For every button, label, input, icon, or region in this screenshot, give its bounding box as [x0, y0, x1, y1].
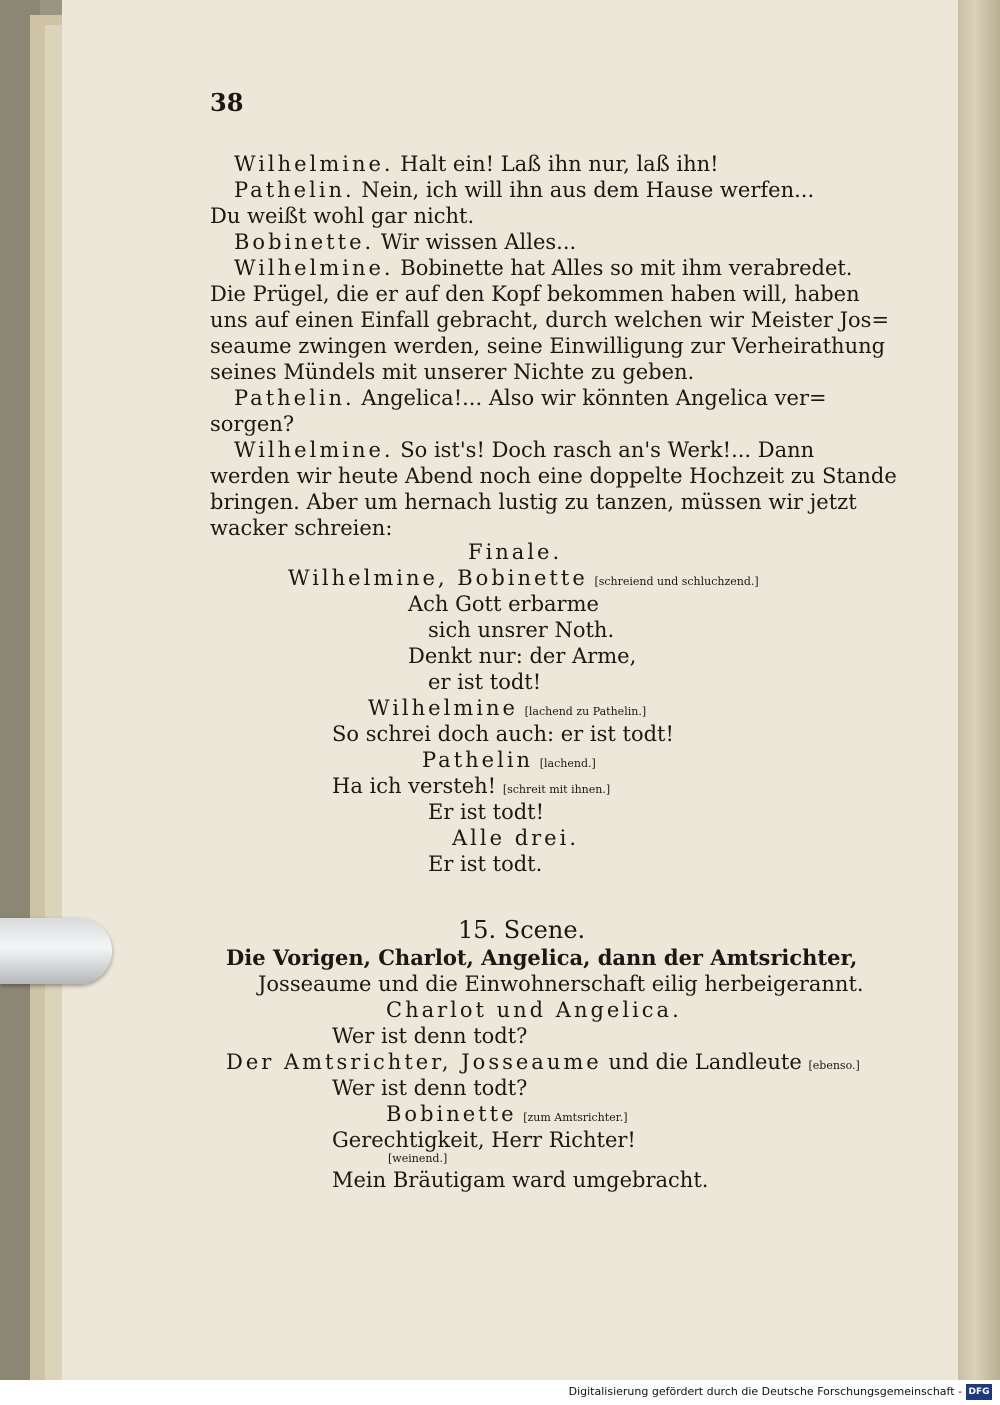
- text-line: wacker schreien:: [210, 516, 393, 540]
- text-line: So schrei doch auch: er ist todt!: [332, 722, 674, 746]
- dfg-logo: DFG: [966, 1384, 992, 1400]
- stage-direction: [ebenso.]: [808, 1059, 860, 1072]
- text-line: Alle drei.: [452, 826, 580, 850]
- text-line: [386, 1102, 628, 1130]
- text-line: Gerechtigkeit, Herr Richter!: [332, 1128, 636, 1152]
- speaker: Pathelin.: [234, 386, 355, 410]
- text-line: Charlot und Angelica.: [386, 998, 682, 1022]
- text-line: [226, 1050, 860, 1078]
- text-line: Wer ist denn todt?: [332, 1076, 528, 1100]
- scene-heading: 15. Scene.: [458, 916, 586, 944]
- stage-direction: [lachend zu Pathelin.]: [524, 705, 647, 718]
- text-line: uns auf einen Einfall gebracht, durch welchen wir Meister Jos=: [210, 308, 890, 332]
- speaker: Der Amtsrichter, Josseaume: [226, 1050, 602, 1074]
- stage-direction: [schreiend und schluchzend.]: [594, 575, 759, 588]
- text-line: [288, 566, 759, 594]
- text-line: sorgen?: [210, 412, 295, 436]
- text-line: [234, 386, 827, 410]
- text-line: [368, 696, 646, 724]
- stage-direction: [weinend.]: [388, 1152, 448, 1165]
- page-number: 38: [210, 88, 244, 117]
- line-text: So ist's! Doch rasch an's Werk!... Dann: [400, 438, 815, 462]
- text-line: Die Vorigen, Charlot, Angelica, dann der Amtsrichter,: [226, 945, 858, 970]
- finale-heading: Finale.: [468, 540, 563, 564]
- stage-direction: [zum Amtsrichter.]: [523, 1111, 628, 1124]
- text-line: Mein Bräutigam ward umgebracht.: [332, 1168, 709, 1192]
- text-line: [234, 256, 852, 280]
- text-line: [234, 152, 719, 176]
- text-line: [234, 230, 576, 254]
- text-line: werden wir heute Abend noch eine doppelte Hochzeit zu Stande: [210, 464, 897, 488]
- speaker: Wilhelmine: [368, 696, 518, 720]
- stage-direction: [schreit mit ihnen.]: [502, 783, 611, 796]
- text-line: [234, 438, 814, 462]
- text-line: Du weißt wohl gar nicht.: [210, 204, 475, 228]
- footer-credit: Digitalisierung gefördert durch die Deutsche Forschungsgemeinschaft -: [568, 1385, 962, 1398]
- speaker: Pathelin: [422, 748, 534, 772]
- speaker: Wilhelmine, Bobinette: [288, 566, 588, 590]
- text-line: [422, 748, 596, 776]
- text-line: [332, 774, 610, 802]
- speaker: Pathelin.: [234, 178, 355, 202]
- speaker: Bobinette: [386, 1102, 517, 1126]
- text-line: bringen. Aber um hernach lustig zu tanzen, müssen wir jetzt: [210, 490, 857, 514]
- speaker: Bobinette.: [234, 230, 375, 254]
- text-line: seaume zwingen werden, seine Einwilligung zur Verheirathung: [210, 334, 886, 358]
- footer-bar: [0, 1380, 1000, 1405]
- line-text: und die Landleute: [608, 1050, 802, 1074]
- speaker: Wilhelmine.: [234, 152, 394, 176]
- text-line: er ist todt!: [428, 670, 542, 694]
- line-text: Bobinette hat Alles so mit ihm verabredet.: [400, 256, 853, 280]
- text-line: Denkt nur: der Arme,: [408, 644, 637, 668]
- line-text: Halt ein! Laß ihn nur, laß ihn!: [400, 152, 719, 176]
- line-text: Angelica!... Also wir könnten Angelica ver=: [361, 386, 827, 410]
- text-line: Er ist todt.: [428, 852, 543, 876]
- text-line: Ach Gott erbarme: [408, 592, 599, 616]
- speaker: Wilhelmine.: [234, 256, 394, 280]
- text-line: Wer ist denn todt?: [332, 1024, 528, 1048]
- text-line: seines Mündels mit unserer Nichte zu geben.: [210, 360, 695, 384]
- text-line: Josseaume und die Einwohnerschaft eilig herbeigerannt.: [258, 972, 864, 996]
- text-line: Die Prügel, die er auf den Kopf bekommen haben will, haben: [210, 282, 860, 306]
- text-line: sich unsrer Noth.: [428, 618, 615, 642]
- page-clip: [0, 918, 112, 984]
- text-line: [234, 178, 814, 202]
- stage-direction: [lachend.]: [539, 757, 596, 770]
- line-text: Nein, ich will ihn aus dem Hause werfen...: [361, 178, 815, 202]
- speaker: Wilhelmine.: [234, 438, 394, 462]
- line-text: Wir wissen Alles...: [380, 230, 577, 254]
- line-text: Ha ich versteh!: [332, 774, 497, 798]
- page-edge: [958, 0, 1000, 1380]
- text-line: Er ist todt!: [428, 800, 545, 824]
